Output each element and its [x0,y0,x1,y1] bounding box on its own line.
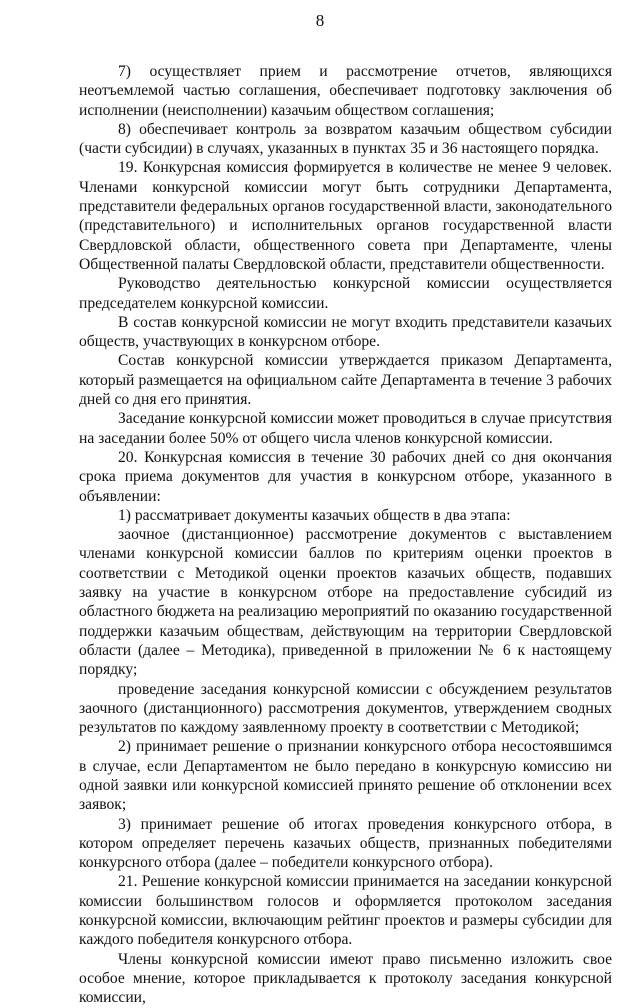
paragraph-special-opinion: Члены конкурсной комиссии имеют право письменно изложить свое особое мнение, которое прикладывается к протоколу заседания конкурсной комиссии, [79,950,612,1007]
page-number: 8 [315,11,325,30]
paragraph-20-3-results: 3) принимает решение об итогах проведения конкурсного отбора, в котором определяет перечень казачьих обществ, признанных победителями конкурсного отбора (далее – победители конкурсного отбора). [79,815,612,872]
paragraph-7-reports: 7) осуществляет прием и рассмотрение отчетов, являющихся неотъемлемой частью соглашения, обеспечивает подготовку заключения об исполнении (неисполнении) казачьим обществом соглашения; [79,63,612,119]
paragraph-20-commission-duties: 20. Конкурсная комиссия в течение 30 рабочих дней со дня окончания срока приема документов для участия в конкурсном отборе, указанного в объявлении: [79,448,612,505]
paragraph-commission-exclusion: В состав конкурсной комиссии не могут входить представители казачьих обществ, участвующих в конкурсном отборе. [79,313,612,351]
paragraph-20-1-two-stages: 1) рассматривает документы казачьих обществ в два этапа: [118,506,511,524]
paragraph-commission-quorum: Заседание конкурсной комиссии может проводиться в случае присутствия на заседании более 50% от общего числа членов конкурсной комиссии. [79,410,612,447]
paragraph-8-control: 8) обеспечивает контроль за возвратом казачьим обществом субсидии (части субсидии) в случаях, указанных в пунктах 35 и 36 настоящего порядка. [79,120,612,158]
paragraph-20-2-failed-selection: 2) принимает решение о признании конкурсного отбора несостоявшимся в случае, если Департаментом не было передано в конкурсную комиссию ни одной заявки или конкурсной комиссией принято решение об отклонении всех заявок; [79,738,612,814]
paragraph-remote-review: заочное (дистанционное) рассмотрение документов с выставлением членами конкурсной комиссии баллов по критериям оценки проектов в соответствии с Методикой оценки проектов казачьих обществ, подавших заявку на участие в конкурсном отборе на предоставление субсидий из областного бюджета на реализацию мероприятий по оказанию государственной поддержки казачьим обществам, действующим на территории Свердловской области (далее – Методика), приведенной в приложении № 6 к настоящему порядку; [79,526,612,679]
document-body [79,62,612,1008]
paragraph-meeting-review: проведение заседания конкурсной комиссии с обсуждением результатов заочного (дистанционного) рассмотрения документов, утверждением сводных результатов по каждому заявленному проекту в соответствии с Методикой; [79,680,612,737]
paragraph-commission-leadership: Руководство деятельностью конкурсной комиссии осуществляется председателем конкурсной комиссии. [79,275,612,312]
paragraph-21-decision: 21. Решение конкурсной комиссии принимается на заседании конкурсной комиссии большинством голосов и оформляется протоколом заседания конкурсной комиссии, включающим рейтинг проектов и размеры субсидии для каждого победителя конкурсного отбора. [79,873,612,949]
paragraph-commission-approval: Состав конкурсной комиссии утверждается приказом Департамента, который размещается на официальном сайте Департамента в течение 3 рабочих дней со дня его принятия. [79,352,612,409]
paragraph-19-commission-formation: 19. Конкурсная комиссия формируется в количестве не менее 9 человек. Членами конкурсной комиссии могут быть сотрудники Департамента, представители федеральных органов государственной власти, законодательного (представительного) и исполнительных органов государственной власти Свердловской области, общественного совета при Департаменте, члены Общественной палаты Свердловской области, представители общественности. [79,159,612,273]
